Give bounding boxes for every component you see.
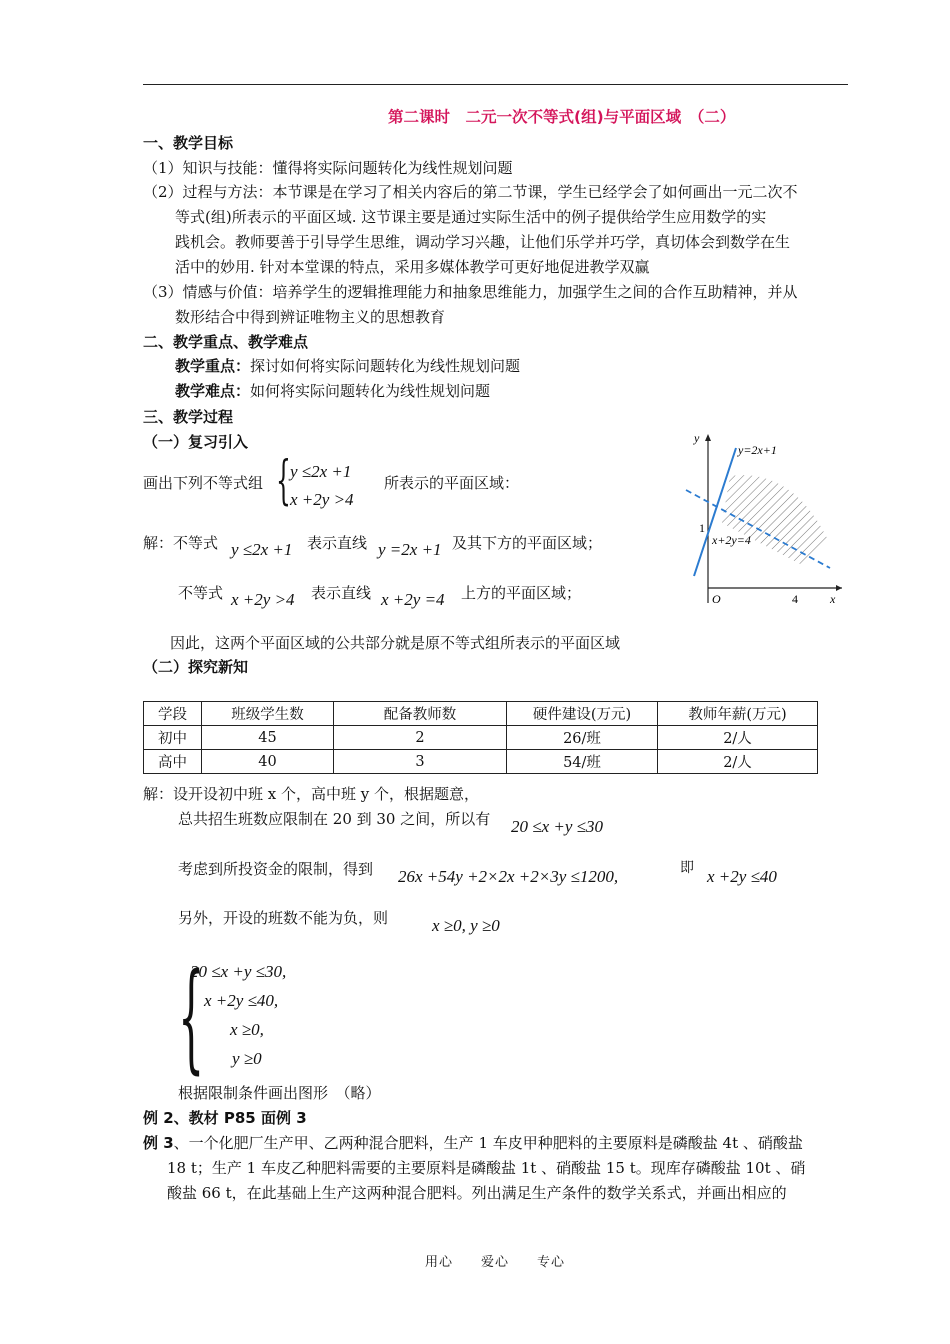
objective-process-line4: 活中的妙用. 针对本堂课的特点，采用多媒体教学可更好地促进教学双赢 (175, 258, 650, 276)
label-y: y (694, 431, 700, 445)
solution2-math-classes: 20 ≤x +y ≤30 (511, 817, 603, 836)
y-axis-arrow-icon (705, 434, 711, 441)
solution-line2-c: 上方的平面区域； (461, 584, 582, 602)
table-row (144, 750, 818, 774)
header-rule (143, 84, 848, 85)
solution2-line3: 考虑到所投资金的限制，得到 (178, 860, 374, 878)
table-header: 班级学生数 (202, 702, 334, 726)
label-origin: O (712, 592, 721, 606)
solution2-ji: 即 (680, 860, 694, 876)
tick-x-4: 4 (792, 592, 798, 606)
system2-ineq3: x ≥0, (230, 1020, 264, 1039)
question-prefix: 画出下列不等式组 (143, 474, 264, 492)
system2-ineq2: x +2y ≤40, (204, 991, 279, 1010)
table-header: 学段 (144, 702, 202, 726)
data-table (143, 701, 818, 774)
system2-brace: { (178, 947, 205, 1085)
table-cell: 54/班 (507, 750, 658, 774)
table-cell: 2/人 (658, 726, 818, 750)
x-axis-arrow-icon (836, 585, 842, 591)
page-footer: 用心 爱心 专心 (425, 1255, 566, 1270)
section-heading-process: 三、教学过程 (143, 408, 234, 426)
system1-ineq2: x +2y >4 (290, 490, 354, 509)
solution2-line2: 总共招生班数应限制在 20 到 30 之间，所以有 (178, 810, 491, 828)
subsection-review: （一）复习引入 (143, 433, 249, 451)
table-cell: 初中 (144, 726, 202, 750)
difficult-point-label: 教学难点： (175, 382, 251, 400)
label-line2: x+2y=4 (712, 533, 751, 547)
subsection-explore: （二）探究新知 (143, 658, 249, 676)
solution2-line1: 解：设开设初中班 x 个，高中班 y 个，根据题意， (143, 785, 480, 803)
section-heading-objectives: 一、教学目标 (143, 134, 234, 152)
solution2-draw-note: 根据限制条件画出图形 （略） (178, 1084, 381, 1102)
solution-line1-b: 表示直线 (307, 534, 368, 552)
example3-line2: 18 t；生产 1 车皮乙种肥料需要的主要原料是磷酸盐 1t 、硝酸盐 15 t。现库存磷酸盐 10t 、硝 (167, 1159, 806, 1177)
solution-line1-math1: y ≤2x +1 (231, 540, 293, 559)
system2-ineq1: 20 ≤x +y ≤30, (190, 962, 287, 981)
table-cell: 2/人 (658, 750, 818, 774)
tick-y-1: 1 (699, 521, 705, 535)
difficult-point-text: 如何将实际问题转化为线性规划问题 (250, 382, 491, 400)
key-point-text: 探讨如何将实际问题转化为线性规划问题 (250, 357, 521, 375)
solution-line2-a: 不等式 (178, 584, 224, 602)
label-x: x (830, 592, 836, 606)
difficult-point (175, 380, 490, 401)
table-header: 教师年薪(万元) (658, 702, 818, 726)
objective-process-line3: 践机会。教师要善于引导学生思维，调动学习兴趣，让他们乐学并巧学，真切体会到数学在生 (175, 233, 791, 251)
question-suffix: 所表示的平面区域： (384, 474, 520, 492)
system1-ineq1: y ≤2x +1 (290, 462, 352, 481)
solution2-math-budget: 26x +54y +2×2x +2×3y ≤1200, (398, 867, 619, 886)
table-cell: 45 (202, 726, 334, 750)
table-header-row (144, 702, 818, 726)
table-row (144, 726, 818, 750)
table-header: 硬件建设(万元) (507, 702, 658, 726)
page-title: 第二课时 二元一次不等式(组)与平面区域 （二） (388, 108, 736, 126)
objective-process-line2: 等式(组)所表示的平面区域. 这节课主要是通过实际生活中的例子提供给学生应用数学的实 (175, 208, 767, 226)
table-cell: 高中 (144, 750, 202, 774)
example3-text1: 、一个化肥厂生产甲、乙两种混合肥料，生产 1 车皮甲种肥料的主要原料是磷酸盐 4t 、硝酸盐 (173, 1134, 803, 1152)
solution-conclusion: 因此，这两个平面区域的公共部分就是原不等式组所表示的平面区域 (170, 634, 621, 652)
solution-line1-a: 解：不等式 (143, 534, 219, 552)
objective-emotion-line1: （3）情感与价值：培养学生的逻辑推理能力和抽象思维能力，加强学生之间的合作互助精神，并从 (143, 283, 798, 301)
example3-line1 (143, 1132, 803, 1153)
table-cell: 2 (334, 726, 507, 750)
solution-line1-c: 及其下方的平面区域； (452, 534, 603, 552)
example2-heading: 例 2、教材 P85 面例 3 (143, 1109, 307, 1127)
solution-line1-math2: y =2x +1 (378, 540, 442, 559)
table-cell: 40 (202, 750, 334, 774)
table-cell: 3 (334, 750, 507, 774)
system-brace: { (276, 451, 291, 511)
key-point (175, 355, 520, 376)
solution2-math-nonneg: x ≥0, y ≥0 (432, 916, 500, 935)
solution-line2-math1: x +2y >4 (231, 590, 295, 609)
objective-emotion-line2: 数形结合中得到辨证唯物主义的思想教育 (175, 308, 446, 326)
example3-label: 例 3 (143, 1134, 174, 1152)
label-line1: y=2x+1 (738, 443, 777, 457)
shaded-region (722, 475, 827, 565)
objective-process-line1: （2）过程与方法：本节课是在学习了相关内容后的第二节课，学生已经学会了如何画出一元二次不 (143, 183, 798, 201)
solution2-line4: 另外，开设的班数不能为负，则 (178, 909, 389, 927)
example3-line3: 酸盐 66 t，在此基础上生产这两种混合肥料。列出满足生产条件的数学关系式，并画出相应的 (167, 1184, 787, 1202)
region-graph (672, 428, 848, 618)
system2-ineq4: y ≥0 (232, 1049, 262, 1068)
solution-line2-math2: x +2y =4 (381, 590, 445, 609)
table-cell: 26/班 (507, 726, 658, 750)
section-heading-keypoints: 二、教学重点、教学难点 (143, 333, 309, 351)
solution-line2-b: 表示直线 (311, 584, 372, 602)
solution2-math-budget-simplified: x +2y ≤40 (707, 867, 777, 886)
table-header: 配备教师数 (334, 702, 507, 726)
key-point-label: 教学重点： (175, 357, 251, 375)
objective-knowledge: （1）知识与技能：懂得将实际问题转化为线性规划问题 (143, 159, 513, 177)
